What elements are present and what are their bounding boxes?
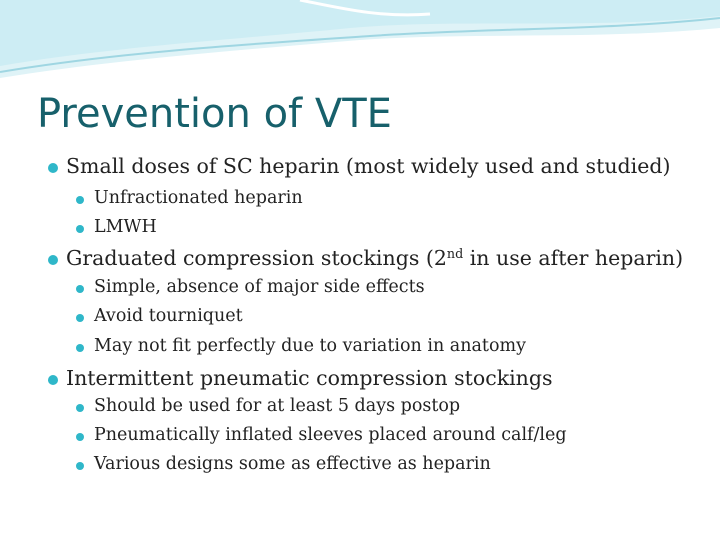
sub-bullet-text: Various designs some as effective as heparin	[94, 454, 491, 474]
bullet-dot-icon	[76, 285, 84, 293]
bullet-dot-icon	[76, 404, 84, 412]
bullet-item	[48, 366, 553, 390]
sub-bullet-item	[76, 396, 460, 416]
bullet-dot-icon	[76, 433, 84, 441]
sub-bullet-text: LMWH	[94, 217, 157, 237]
bullet-text: Intermittent pneumatic compression stockings	[66, 366, 553, 390]
bullet-dot-icon	[76, 196, 84, 204]
slide-title: Prevention of VTE	[37, 91, 392, 137]
bullet-item	[48, 246, 683, 270]
superscript: nd	[446, 246, 464, 262]
sub-bullet-text: Pneumatically inflated sleeves placed around calf/leg	[94, 425, 567, 445]
bullet-text-part: Graduated compression stockings (2	[66, 246, 447, 270]
sub-bullet-text: Unfractionated heparin	[94, 188, 303, 208]
bullet-dot-icon	[76, 225, 84, 233]
bullet-dot-icon	[76, 462, 84, 470]
sub-bullet-item	[76, 454, 491, 474]
bullet-dot-icon	[76, 344, 84, 352]
bullet-dot-icon	[48, 163, 58, 173]
sub-bullet-text: Simple, absence of major side effects	[94, 277, 425, 297]
sub-bullet-item	[76, 306, 243, 326]
sub-bullet-item	[76, 425, 567, 445]
sub-bullet-item	[76, 277, 425, 297]
bullet-dot-icon	[76, 314, 84, 322]
sub-bullet-text: Avoid tourniquet	[94, 306, 243, 326]
bullet-text: Small doses of SC heparin (most widely used and studied)	[66, 154, 671, 178]
bullet-dot-icon	[48, 255, 58, 265]
sub-bullet-item	[76, 336, 526, 356]
bullet-text	[66, 246, 683, 270]
bullet-dot-icon	[48, 375, 58, 385]
sub-bullet-text: Should be used for at least 5 days postop	[94, 396, 461, 416]
bullet-item	[48, 154, 670, 178]
sub-bullet-item	[76, 188, 303, 208]
sub-bullet-item	[76, 217, 157, 237]
sub-bullet-text: May not fit perfectly due to variation in anatomy	[94, 336, 526, 356]
bullet-text-part: in use after heparin)	[463, 246, 684, 270]
